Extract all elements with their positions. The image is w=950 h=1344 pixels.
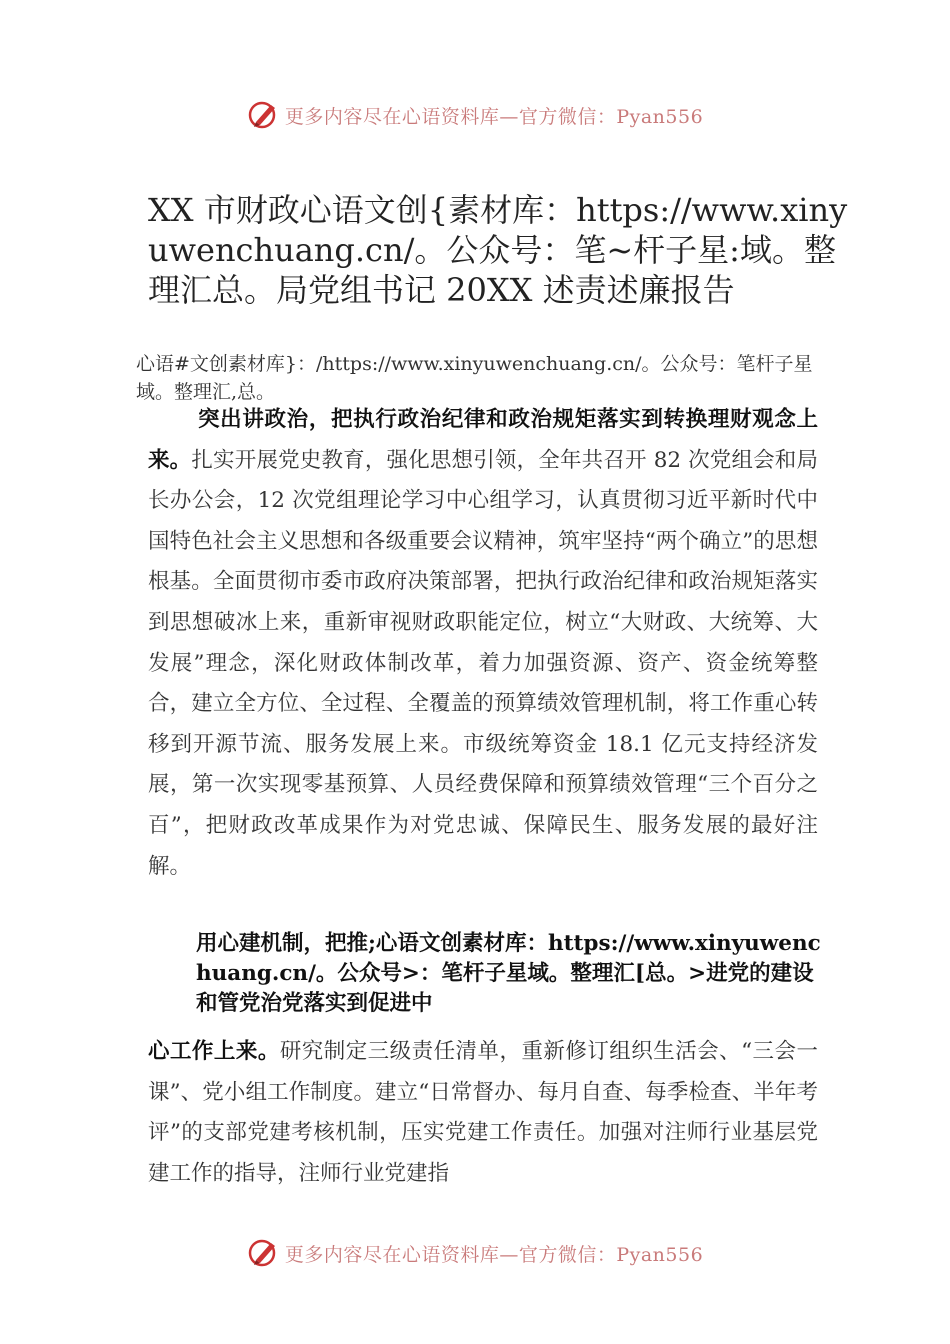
pen-logo-icon bbox=[247, 1236, 281, 1270]
paragraph-2 bbox=[148, 1032, 818, 1194]
paragraph-1 bbox=[148, 400, 818, 887]
paragraph-2-body: 研究制定三级责任清单，重新修订组织生活会、“三会一课”、党小组工作制度。建立“日常督办、每月自查、每季检查、半年考评”的支部党建考核机制，压实党建工作责任。加强对注师行业基层党建工作的指导，注师行业党建指 bbox=[148, 1039, 818, 1186]
document-title: XX 市财政心语文创{素材库：https://www.xinyuwenchuang.cn/。公众号：笔~杆子星:域。整理汇总。局党组书记 20XX 述责述廉报告 bbox=[148, 191, 848, 309]
banner-text: 更多内容尽在心语资料库—官方微信：Pyan556 bbox=[284, 1243, 704, 1266]
paragraph-1-body: 扎实开展党史教育，强化思想引领，全年共召开 82 次党组会和局长办公会，12 次党组理论学习中心组学习，认真贯彻习近平新时代中国特色社会主义思想和各级重要会议精神，筑牢坚持“两个确立”的思想根基。全面贯彻市委市政府决策部署，把执行政治纪律和政治规矩落实到思想破冰上来，重新审视财政职能定位，树立“大财政、大统筹、大发展”理念，深化财政体制改革，着力加强资源、资产、资金统筹整合，建立全方位、全过程、全覆盖的预算绩效管理机制，将工作重心转移到开源节流、服务发展上来。市级统筹资金 18.1 亿元支持经济发展，第一次实现零基预算、人员经费保障和预算绩效管理“三个百分之百”，把财政改革成果作为对党忠诚、保障民生、服务发展的最好注解。 bbox=[148, 447, 818, 879]
header-banner bbox=[0, 95, 950, 135]
paragraph-2-heading: 用心建机制，把推;心语文创素材库：https://www.xinyuwenchuang.cn/。公众号>：笔杆子星域。整理汇[总。>进党的建设和管党治党落实到促进中 bbox=[196, 931, 821, 1016]
banner-text: 更多内容尽在心语资料库—官方微信：Pyan556 bbox=[284, 105, 704, 128]
footer-banner bbox=[0, 1233, 950, 1273]
source-note: 心语#文创素材库}：/https://www.xinyuwenchuang.cn/。公众号：笔杆子星域。整理汇,总。 bbox=[136, 353, 813, 403]
paragraph-1-lead: 突出讲政治，把执行政治纪律和政治规矩落实到转换理财观念上来。 bbox=[148, 407, 818, 473]
paragraph-2-lead: 心工作上来。 bbox=[148, 1039, 280, 1064]
pen-logo-icon bbox=[247, 98, 281, 132]
